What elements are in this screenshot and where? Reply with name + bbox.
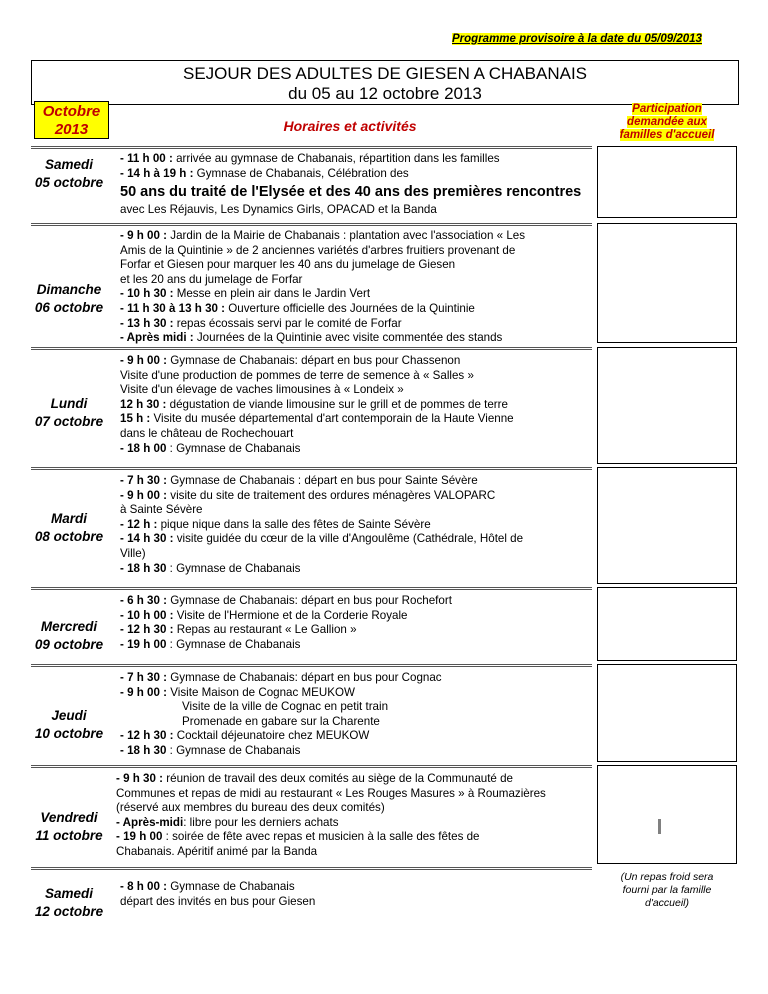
participation-box <box>597 223 737 343</box>
activity-line <box>120 686 592 701</box>
participation-line: Participation <box>632 103 702 115</box>
activity-line <box>120 715 592 730</box>
activity-line <box>120 562 592 577</box>
activity-text: visite guidée du cœur de la ville d'Angoulême (Cathédrale, Hôtel de <box>173 532 524 546</box>
activity-text: Visite du musée départemental d'art contemporain de la Haute Vienne <box>150 412 514 426</box>
participation-box <box>597 765 737 864</box>
activity-line <box>120 880 592 895</box>
activity-line <box>116 787 588 802</box>
activity-text: Visite d'un élevage de vaches limousines à « Londeix » <box>120 383 404 397</box>
activity-text: à Sainte Sévère <box>120 503 203 517</box>
activity-line <box>120 331 592 346</box>
activity-line <box>120 412 592 427</box>
activity-time: - 18 h 30 <box>120 561 167 575</box>
day-label: Vendredi 11 octobre <box>35 810 103 843</box>
activities-sunday-06 <box>120 229 592 346</box>
activity-time: - 12 h 30 : <box>120 623 174 637</box>
row-separator <box>31 467 592 470</box>
activity-text: réunion de travail des deux comités au siège de la Communauté de <box>163 772 513 785</box>
activity-line <box>120 354 592 369</box>
footnote: (Un repas froid sera fourni par la famille d'accueil) <box>620 871 714 909</box>
month-header <box>34 101 109 139</box>
activity-text: arrivée au gymnase de Chabanais, répartition dans les familles <box>172 152 500 165</box>
activities-saturday-05 <box>120 152 592 218</box>
activity-line <box>120 518 592 533</box>
activity-time: - 9 h 00 : <box>120 685 168 699</box>
page-subtitle: du 05 au 12 octobre 2013 <box>288 84 482 103</box>
activity-line <box>120 744 592 759</box>
activity-time: - 10 h 30 : <box>120 287 174 301</box>
activity-line <box>120 503 592 518</box>
row-separator <box>31 223 592 226</box>
activities-thursday-10 <box>120 671 592 759</box>
activity-time: - 6 h 30 : <box>120 594 168 607</box>
activity-text: pique nique dans la salle des fêtes de Sainte Sévère <box>157 517 431 531</box>
activity-line <box>120 273 592 288</box>
day-label: Samedi 05 octobre <box>34 157 104 190</box>
activity-line <box>120 671 592 686</box>
activity-text: dégustation de viande limousine sur le grill et de pommes de terre <box>166 397 508 411</box>
provisional-notice: Programme provisoire à la date du 05/09/2013 <box>452 33 702 45</box>
activity-line <box>120 532 592 547</box>
activity-line <box>120 427 592 442</box>
activity-text: Visite de la ville de Cognac en petit train <box>182 700 389 714</box>
activity-line <box>120 594 592 609</box>
activity-line <box>120 895 592 910</box>
activity-time: - 9 h 00 : <box>120 488 168 502</box>
activity-text: Visite d'une production de pommes de terre de semence à « Salles » <box>120 368 474 382</box>
activity-text: avec Les Réjauvis, Les Dynamics Girls, OPACAD et la Banda <box>120 203 437 217</box>
activity-time: - 14 h 30 : <box>120 532 174 546</box>
participation-box <box>597 347 737 464</box>
activity-time: - 19 h 00 <box>116 830 163 844</box>
activity-line <box>120 302 592 317</box>
activity-line <box>120 442 592 457</box>
activity-line <box>120 229 592 244</box>
participation-box <box>597 664 737 762</box>
activity-text: Cocktail déjeunatoire chez MEUKOW <box>173 729 370 743</box>
row-separator <box>31 146 592 149</box>
activity-text: : Gymnase de Chabanais <box>166 743 301 757</box>
activity-line: 50 ans du traité de l'Elysée et des 40 ans des premières rencontres <box>120 184 582 201</box>
activity-time: - 7 h 30 : <box>120 474 168 487</box>
activity-line <box>120 167 592 182</box>
activities-monday-07 <box>120 354 592 456</box>
activity-line <box>120 638 592 653</box>
activities-tuesday-08 <box>120 474 592 576</box>
activities-saturday-12 <box>120 880 592 909</box>
activity-text: (réservé aux membres du bureau des deux comités) <box>116 801 385 815</box>
activity-text: Ville) <box>120 546 146 560</box>
activity-line <box>120 474 592 489</box>
month-name: Octobre <box>42 103 101 120</box>
activity-text: Visite Maison de Cognac MEUKOW <box>167 685 355 699</box>
activity-time: - Après midi : <box>120 331 194 345</box>
activity-text: Communes et repas de midi au restaurant « Les Rouges Masures » à Roumazières <box>116 786 546 800</box>
activity-line <box>120 258 592 273</box>
activity-time: 12 h 30 : <box>120 397 167 411</box>
activity-text: Gymnase de Chabanais: départ en bus pour Rochefort <box>167 594 452 607</box>
activity-text: Messe en plein air dans le Jardin Vert <box>173 287 371 301</box>
activity-time: - 18 h 00 <box>120 441 167 455</box>
activity-text: Jardin de la Mairie de Chabanais : plantation avec l'association « Les <box>167 229 526 242</box>
page-title: SEJOUR DES ADULTES DE GIESEN A CHABANAIS <box>182 64 588 83</box>
day-label: Jeudi 10 octobre <box>34 708 104 741</box>
activity-time: - 11 h 30 à 13 h 30 : <box>120 301 226 315</box>
activity-text: dans le château de Rochechouart <box>120 426 294 440</box>
activity-line <box>120 152 592 167</box>
participation-line: familles d'accueil <box>619 129 715 141</box>
row-separator <box>31 765 592 768</box>
activity-text: : Gymnase de Chabanais <box>166 441 301 455</box>
activity-line <box>120 383 592 398</box>
activity-text: : soirée de fête avec repas et musicien à la salle des fêtes de <box>162 830 480 844</box>
activities-friday-11 <box>116 772 588 860</box>
participation-box <box>597 146 737 218</box>
activity-text: : libre pour les derniers achats <box>183 815 339 829</box>
activity-time: - 14 h à 19 h : <box>120 166 194 180</box>
activity-time: - 7 h 30 : <box>120 671 168 684</box>
activity-time: - 12 h 30 : <box>120 729 174 743</box>
mark <box>658 819 661 834</box>
activity-time: - 13 h 30 : <box>120 316 174 330</box>
activity-line <box>120 398 592 413</box>
day-label: Samedi 12 octobre <box>34 886 104 919</box>
activities-wednesday-09 <box>120 594 592 652</box>
row-separator <box>31 664 592 667</box>
month-year: 2013 <box>54 121 89 138</box>
activity-text: Visite de l'Hermione et de la Corderie Royale <box>173 608 408 622</box>
activity-line <box>116 845 588 860</box>
participation-header <box>597 103 737 142</box>
activity-line <box>120 317 592 332</box>
activity-text: Gymnase de Chabanais: départ en bus pour Chassenon <box>167 354 461 367</box>
participation-box <box>597 587 737 661</box>
activity-time: - 18 h 30 <box>120 743 167 757</box>
activity-text: Gymnase de Chabanais, Célébration des <box>193 166 409 180</box>
row-separator <box>31 587 592 590</box>
activity-line <box>120 203 592 218</box>
day-label: Lundi 07 octobre <box>34 396 104 429</box>
activity-text: Chabanais. Apéritif animé par la Banda <box>116 844 318 858</box>
activity-text: Gymnase de Chabanais: départ en bus pour Cognac <box>167 671 442 684</box>
activity-line <box>116 801 588 816</box>
activity-time: - 9 h 30 : <box>116 772 164 785</box>
activity-line <box>120 700 592 715</box>
activity-time: - 12 h : <box>120 517 158 531</box>
activity-time: - 9 h 00 : <box>120 229 168 242</box>
row-separator <box>31 347 592 350</box>
activity-line <box>120 369 592 384</box>
activity-time: - 8 h 00 : <box>120 880 168 893</box>
activity-time: - 9 h 00 : <box>120 354 168 367</box>
activity-line <box>120 623 592 638</box>
activity-line <box>120 547 592 562</box>
activity-line <box>120 609 592 624</box>
activity-text: : Gymnase de Chabanais <box>166 561 301 575</box>
activity-text: Gymnase de Chabanais : départ en bus pour Sainte Sévère <box>167 474 478 487</box>
activity-line <box>120 729 592 744</box>
activity-text: Journées de la Quintinie avec visite commentée des stands <box>193 331 503 345</box>
activity-time: - 19 h 00 <box>120 637 167 651</box>
row-separator <box>31 867 592 870</box>
activities-header: Horaires et activités <box>283 118 417 134</box>
activity-line <box>120 287 592 302</box>
activity-text: Forfar et Giesen pour marquer les 40 ans du jumelage de Giesen <box>120 258 456 272</box>
activity-time: - 11 h 00 : <box>120 152 173 165</box>
activity-text: Gymnase de Chabanais <box>167 880 295 893</box>
activity-time: - Après-midi <box>116 815 184 829</box>
activity-line <box>120 244 592 259</box>
activity-text: et les 20 ans du jumelage de Forfar <box>120 272 303 286</box>
activity-line <box>116 830 588 845</box>
activity-text: repas écossais servi par le comité de Forfar <box>173 316 402 330</box>
activity-line <box>120 489 592 504</box>
activity-time: - 10 h 00 : <box>120 608 174 622</box>
activity-text: visite du site de traitement des ordures ménagères VALOPARC <box>167 488 496 502</box>
activity-text: départ des invités en bus pour Giesen <box>120 894 316 908</box>
activity-text: Amis de la Quintinie » de 2 anciennes variétés d'arbres fruitiers provenant de <box>120 243 516 257</box>
activity-text: Promenade en gabare sur la Charente <box>182 714 380 728</box>
participation-line: demandée aux <box>627 116 707 128</box>
activity-text: Repas au restaurant « Le Gallion » <box>173 623 357 637</box>
activity-text: : Gymnase de Chabanais <box>166 637 301 651</box>
day-label: Dimanche 06 octobre <box>34 282 104 315</box>
participation-box <box>597 467 737 584</box>
day-label: Mercredi 09 octobre <box>34 619 104 652</box>
activity-line <box>116 772 588 787</box>
day-label: Mardi 08 octobre <box>34 511 104 544</box>
activity-line <box>116 816 588 831</box>
activity-text: Ouverture officielle des Journées de la Quintinie <box>225 301 475 315</box>
activity-time: 15 h : <box>120 412 151 426</box>
